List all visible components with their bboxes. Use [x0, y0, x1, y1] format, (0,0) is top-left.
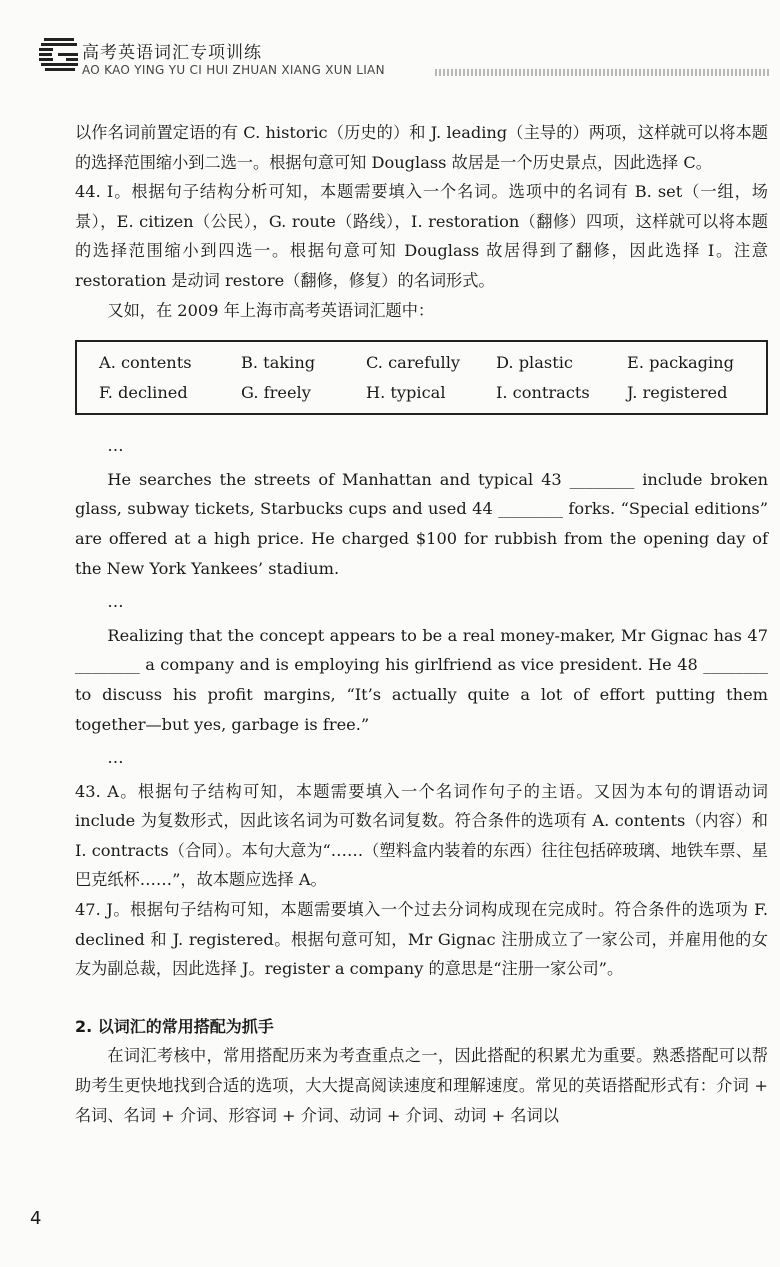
passage-paragraph: Realizing that the concept appears to be a real money-maker, Mr Gignac has 47 ________ a company and is employing his girlfriend as vice president. He 48 ________ to discuss his profit margins, “It’s actually quite a lot of effort putting them together—but yes, garbage is free.”: [75, 625, 768, 734]
ellipsis: …: [107, 592, 124, 612]
option: C. carefully: [366, 353, 461, 373]
reading-passage: [75, 431, 768, 773]
series-pinyin-subtitle: AO KAO YING YU CI HUI ZHUAN XIANG XUN LIAN: [82, 63, 385, 77]
options-row: [99, 378, 766, 408]
option: J. registered: [627, 383, 728, 403]
header-dotted-rule: [435, 69, 770, 76]
option: I. contracts: [496, 383, 590, 403]
options-box: [75, 340, 768, 415]
answer-explanation: 47. J。根据句子结构可知，本题需要填入一个过去分词构成现在完成时。符合条件的选项为 F. declined 和 J. registered。根据句意可知，Mr Gignac 注册成立了一家公司，并雇用他的女友为副总裁，因此选择 J。register a company 的意思是“注册一家公司”。: [75, 900, 768, 979]
option: G. freely: [241, 383, 311, 403]
option: A. contents: [99, 353, 192, 373]
series-title: 高考英语词汇专项训练: [82, 43, 262, 63]
section-heading: 2. 以词汇的常用搭配为抓手: [75, 1016, 274, 1036]
paragraph: 又如，在 2009 年上海市高考英语词汇题中：: [107, 300, 435, 320]
section-paragraph: 在词汇考核中，常用搭配历来为考查重点之一，因此搭配的积累尤为重要。熟悉搭配可以帮助考生更快地找到合适的选项，大大提高阅读速度和理解速度。常见的英语搭配形式有：介词 + 名词、名词 + 介词、形容词 + 介词、动词 + 介词、动词 + 名词以: [75, 1046, 768, 1125]
answer-explanation: 43. A。根据句子结构可知，本题需要填入一个名词作句子的主语。又因为本句的谓语动词 include 为复数形式，因此该名词为可数名词复数。符合条件的选项有 A. contents（内容）和 I. contracts（合同）。本句大意为“……（塑料盒内装着的东西）往往包括碎玻璃、地铁车票、星巴克纸杯……”，故本题应选择 A。: [75, 781, 768, 890]
option: H. typical: [366, 383, 446, 403]
options-row: [99, 348, 766, 378]
option: D. plastic: [496, 353, 573, 373]
ellipsis: …: [107, 436, 124, 456]
g-logo-icon: [38, 34, 80, 76]
option: B. taking: [241, 353, 316, 373]
page-number: 4: [30, 1208, 42, 1229]
paragraph: 44. I。根据句子结构分析可知，本题需要填入一个名词。选项中的名词有 B. set（一组，场景），E. citizen（公民），G. route（路线），I. restoration（翻修）四项，这样就可以将本题的选择范围缩小到四选一。根据句意可知 Douglass 故居得到了翻修，因此选择 I。注意 restoration 是动词 restore（翻修，修复）的名词形式。: [75, 182, 768, 290]
passage-paragraph: He searches the streets of Manhattan and typical 43 ________ include broken glass, subway tickets, Starbucks cups and used 44 ________ forks. “Special editions” are offered at a high price. He charged $100 for rubbish from the opening day of the New York Yankees’ stadium.: [75, 469, 768, 578]
option: F. declined: [99, 383, 188, 403]
paragraph: 以作名词前置定语的有 C. historic（历史的）和 J. leading（主导的）两项，这样就可以将本题的选择范围缩小到二选一。根据句意可知 Douglass 故居是一个历史景点，因此选择 C。: [75, 123, 768, 172]
page-body: [75, 118, 768, 1130]
option: E. packaging: [627, 353, 734, 373]
page-header: [30, 30, 770, 90]
ellipsis: …: [107, 748, 124, 768]
